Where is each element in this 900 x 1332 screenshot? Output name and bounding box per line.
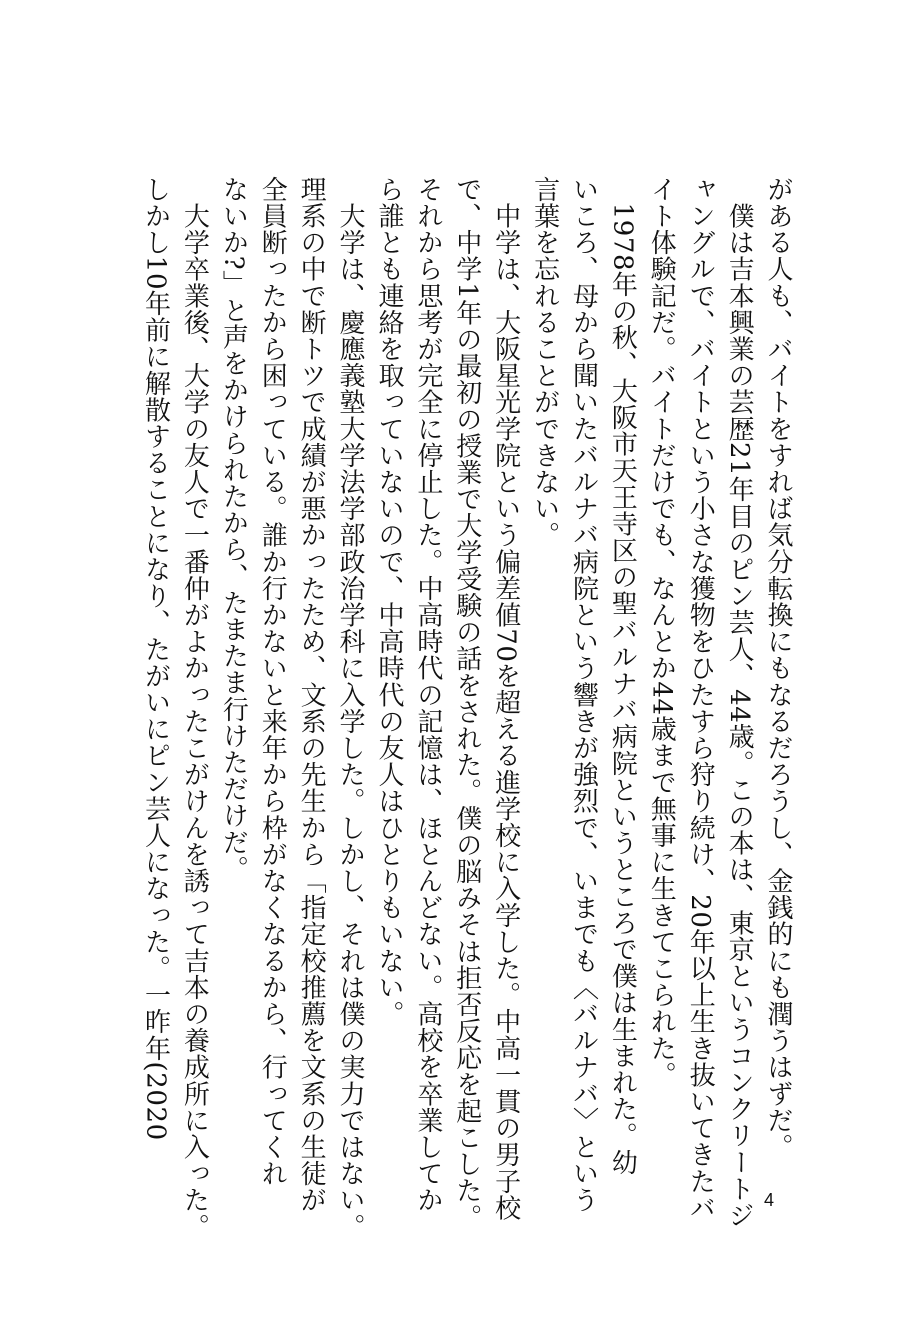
text-line-14: 全員断ったから困っている。誰か行かないと来年から枠がなくなるから、行ってくれ — [257, 176, 288, 1187]
text-line-3: ャングルで、バイトという小さな獲物をひたすら狩り続け、20年以上生き抜いてきたバ — [685, 176, 716, 1222]
text-line-4: イト体験記だ。バイトだけでも、なんとか44歳まで無事に生きてこられた。 — [646, 176, 677, 1089]
text-line-6: いころ、母から聞いたバルナバ病院という響きが強烈で、いまでも〈バルナバ〉という — [568, 176, 599, 1214]
text-line-11: ら誰とも連絡を取っていないので、中高時代の友人はひとりもいない。 — [373, 176, 404, 1028]
text-line-13: 理系の中で断トツで成績が悪かったため、文系の先生から「指定校推薦を文系の生徒が — [296, 176, 327, 1214]
text-line-5: 1978年の秋、大阪市天王寺区の聖バルナバ病院というところで僕は生まれた。幼 — [607, 176, 638, 1176]
page-number: 4 — [763, 1190, 774, 1210]
text-line-17: しかし10年前に解散することになり、たがいにピン芸人になった。一昨年(2020 — [140, 176, 171, 1141]
text-line-16: 大学卒業後、大学の友人で一番仲がよかったこがけんを誘って吉本の養成所に入った。 — [179, 176, 210, 1240]
text-line-1: がある人も、バイトをすれば気分転換にもなるだろうし、金銭的にも潤うはずだ。 — [763, 176, 793, 1161]
text-line-2: 僕は吉本興業の芸歴21年目のピン芸人、44歳。この本は、東京というコンクリートジ — [724, 176, 755, 1229]
vertical-body-text — [97, 176, 797, 1240]
text-line-8: 中学は、大阪星光学院という偏差値70を超える進学校に入学した。中高一貫の男子校 — [490, 176, 521, 1222]
text-line-7: 言葉を忘れることができない。 — [529, 176, 560, 549]
text-line-9: で、中学1年の最初の授業で大学受験の話をされた。僕の脳みそは拒否反応を起こした。 — [451, 176, 482, 1231]
text-line-10: それから思考が完全に停止した。中高時代の記憶は、ほとんどない。高校を卒業してか — [412, 176, 443, 1214]
text-line-15: ないか?」と声をかけられたから、たまたま行けただけだ。 — [218, 176, 249, 883]
text-line-12: 大学は、慶應義塾大学法学部政治学科に入学した。しかし、それは僕の実力ではない。 — [335, 176, 366, 1240]
